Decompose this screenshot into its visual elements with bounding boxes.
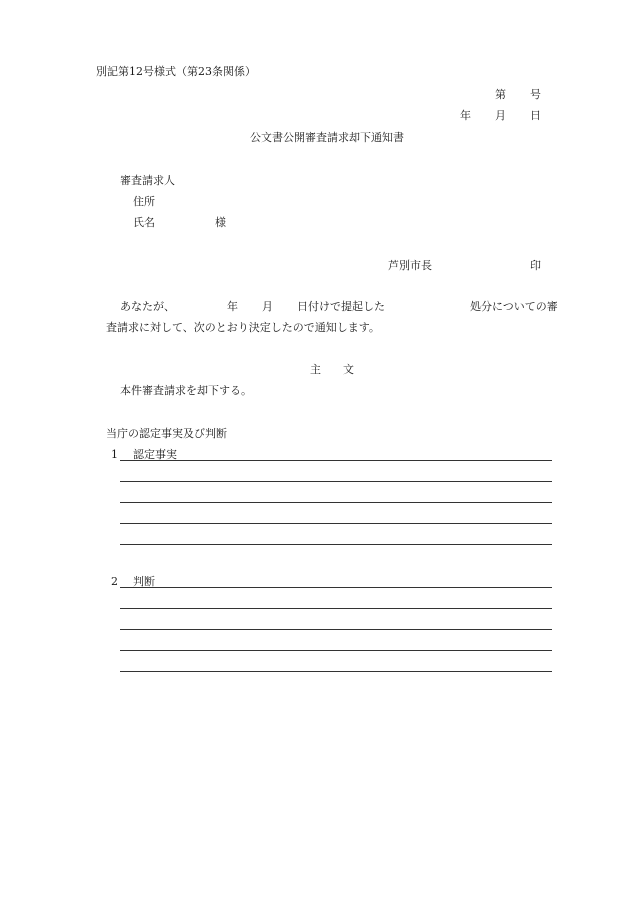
section2-line [120, 671, 552, 672]
body-line1-end: 処分についての審 [470, 300, 558, 313]
seal-mark: 印 [530, 259, 541, 272]
number-prefix: 第 [495, 88, 506, 101]
section2-line [120, 650, 552, 651]
body-line1-start: あなたが、 [120, 300, 175, 313]
date-month: 月 [495, 109, 506, 122]
section2-label: 判断 [133, 575, 155, 588]
section1-line [120, 481, 552, 482]
main-text-content: 本件審査請求を却下する。 [120, 384, 252, 397]
section1-line [120, 544, 552, 545]
honorific: 様 [215, 216, 226, 229]
document-title: 公文書公開審査請求却下通知書 [250, 131, 404, 144]
section2-line [120, 608, 552, 609]
body-line2: 査請求に対して、次のとおり決定したので通知します。 [106, 321, 380, 334]
findings-heading: 当庁の認定事実及び判断 [106, 427, 227, 440]
date-day: 日 [530, 109, 541, 122]
main-text-heading: 主 文 [310, 363, 354, 376]
section2-line [120, 629, 552, 630]
section1-line [120, 460, 552, 461]
section1-line [120, 523, 552, 524]
issuer-title: 芦別市長 [388, 259, 432, 272]
name-label: 氏名 [133, 216, 155, 229]
body-line1-middle: 日付けで提起した [297, 300, 385, 313]
section1-number: 1 [111, 448, 118, 461]
body-line1-year: 年 [227, 300, 238, 313]
section2-number: 2 [111, 575, 118, 588]
address-label: 住所 [133, 195, 155, 208]
section1-line [120, 502, 552, 503]
section2-line [120, 587, 552, 588]
form-label: 別記第12号様式（第23条関係） [96, 65, 256, 78]
body-line1-month: 月 [262, 300, 273, 313]
number-suffix: 号 [530, 88, 541, 101]
date-year: 年 [460, 109, 471, 122]
requester-heading: 審査請求人 [120, 174, 175, 187]
section1-label: 認定事実 [133, 448, 177, 461]
